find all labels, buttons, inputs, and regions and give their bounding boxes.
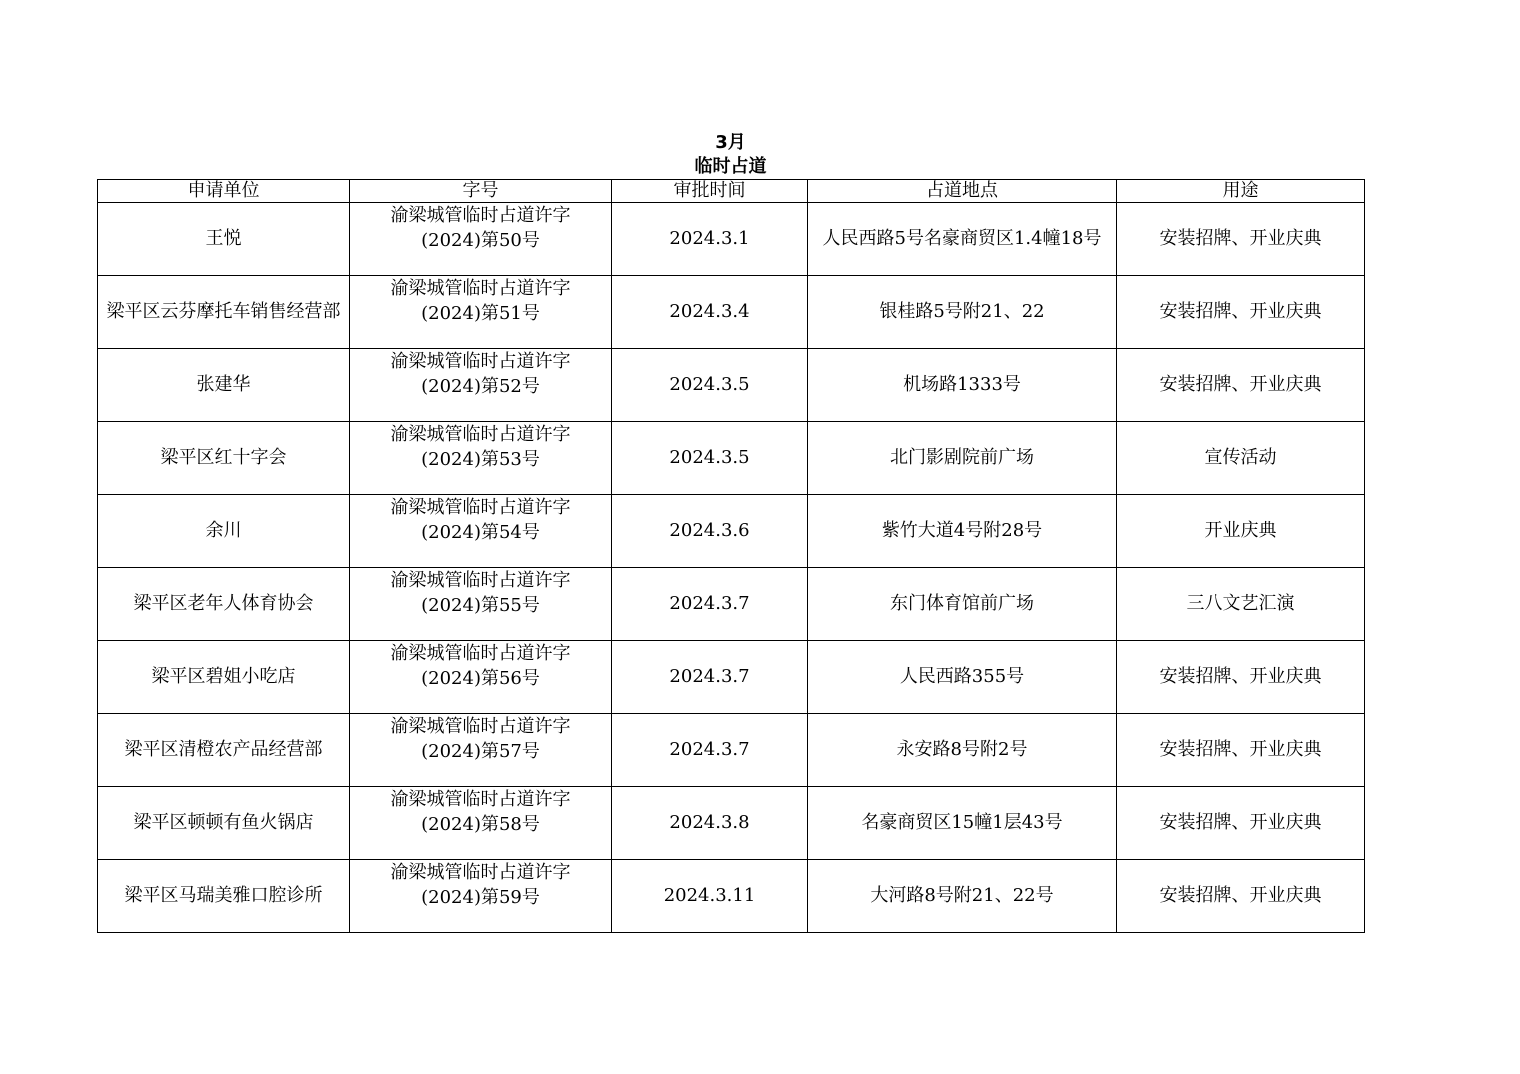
location-cell: 东门体育馆前广场 (808, 568, 1117, 641)
table-row (98, 787, 1365, 860)
approval-date-cell: 2024.3.6 (612, 495, 808, 568)
table-row (98, 568, 1365, 641)
permit-number-serial: (2024)第57号 (421, 741, 540, 762)
permit-number-cell (350, 641, 612, 714)
applicant-cell: 梁平区老年人体育协会 (98, 568, 350, 641)
table-header-row (98, 180, 1365, 203)
location-cell: 人民西路5号名豪商贸区1.4幢18号 (808, 203, 1117, 276)
permit-number-prefix: 渝梁城管临时占道许字 (390, 862, 571, 883)
permit-number-prefix: 渝梁城管临时占道许字 (390, 570, 571, 591)
approval-date-cell: 2024.3.5 (612, 349, 808, 422)
table-row (98, 203, 1365, 276)
permit-number-serial: (2024)第55号 (421, 595, 540, 616)
column-header-location: 占道地点 (808, 180, 1117, 203)
permit-table (97, 179, 1365, 933)
permit-number-prefix: 渝梁城管临时占道许字 (390, 643, 571, 664)
applicant-cell: 梁平区碧姐小吃店 (98, 641, 350, 714)
applicant-cell: 余川 (98, 495, 350, 568)
table-row (98, 276, 1365, 349)
column-header-permit-number: 字号 (350, 180, 612, 203)
location-cell: 大河路8号附21、22号 (808, 860, 1117, 933)
applicant-cell: 梁平区顿顿有鱼火锅店 (98, 787, 350, 860)
applicant-cell: 梁平区清橙农产品经营部 (98, 714, 350, 787)
location-cell: 永安路8号附2号 (808, 714, 1117, 787)
location-cell: 机场路1333号 (808, 349, 1117, 422)
table-row (98, 714, 1365, 787)
location-cell: 名豪商贸区15幢1层43号 (808, 787, 1117, 860)
permit-number-serial: (2024)第51号 (421, 303, 540, 324)
permit-number-cell (350, 203, 612, 276)
permit-number-serial: (2024)第53号 (421, 449, 540, 470)
column-header-applicant: 申请单位 (98, 180, 350, 203)
approval-date-cell: 2024.3.5 (612, 422, 808, 495)
location-cell: 人民西路355号 (808, 641, 1117, 714)
purpose-cell: 安装招牌、开业庆典 (1117, 787, 1365, 860)
applicant-cell: 王悦 (98, 203, 350, 276)
permit-number-prefix: 渝梁城管临时占道许字 (390, 351, 571, 372)
permit-number-cell (350, 495, 612, 568)
column-header-approval-date: 审批时间 (612, 180, 808, 203)
approval-date-cell: 2024.3.7 (612, 714, 808, 787)
purpose-cell: 安装招牌、开业庆典 (1117, 860, 1365, 933)
month-heading: 3月 (715, 132, 746, 153)
applicant-cell: 梁平区云芬摩托车销售经营部 (98, 276, 350, 349)
permit-number-serial: (2024)第59号 (421, 887, 540, 908)
applicant-cell: 梁平区马瑞美雅口腔诊所 (98, 860, 350, 933)
permit-number-cell (350, 714, 612, 787)
approval-date-cell: 2024.3.7 (612, 641, 808, 714)
permit-number-serial: (2024)第50号 (421, 230, 540, 251)
approval-date-cell: 2024.3.7 (612, 568, 808, 641)
permit-number-prefix: 渝梁城管临时占道许字 (390, 424, 571, 445)
purpose-cell: 安装招牌、开业庆典 (1117, 203, 1365, 276)
permit-number-prefix: 渝梁城管临时占道许字 (390, 278, 571, 299)
approval-date-cell: 2024.3.8 (612, 787, 808, 860)
purpose-cell: 安装招牌、开业庆典 (1117, 714, 1365, 787)
page-title: 临时占道 (694, 156, 767, 177)
applicant-cell: 梁平区红十字会 (98, 422, 350, 495)
permit-number-cell (350, 860, 612, 933)
permit-number-prefix: 渝梁城管临时占道许字 (390, 789, 571, 810)
purpose-cell: 安装招牌、开业庆典 (1117, 276, 1365, 349)
table-row (98, 349, 1365, 422)
purpose-cell: 开业庆典 (1117, 495, 1365, 568)
approval-date-cell: 2024.3.4 (612, 276, 808, 349)
table-row (98, 422, 1365, 495)
permit-number-cell (350, 787, 612, 860)
permit-number-prefix: 渝梁城管临时占道许字 (390, 497, 571, 518)
permit-number-cell (350, 349, 612, 422)
approval-date-cell: 2024.3.11 (612, 860, 808, 933)
purpose-cell: 安装招牌、开业庆典 (1117, 641, 1365, 714)
purpose-cell: 宣传活动 (1117, 422, 1365, 495)
permit-number-cell (350, 568, 612, 641)
permit-number-cell (350, 422, 612, 495)
table-row (98, 495, 1365, 568)
location-cell: 紫竹大道4号附28号 (808, 495, 1117, 568)
location-cell: 银桂路5号附21、22 (808, 276, 1117, 349)
permit-number-serial: (2024)第52号 (421, 376, 540, 397)
permit-number-serial: (2024)第58号 (421, 814, 540, 835)
purpose-cell: 三八文艺汇演 (1117, 568, 1365, 641)
permit-number-serial: (2024)第56号 (421, 668, 540, 689)
permit-number-serial: (2024)第54号 (421, 522, 540, 543)
table-row (98, 860, 1365, 933)
applicant-cell: 张建华 (98, 349, 350, 422)
location-cell: 北门影剧院前广场 (808, 422, 1117, 495)
table-row (98, 641, 1365, 714)
permit-number-cell (350, 276, 612, 349)
permit-number-prefix: 渝梁城管临时占道许字 (390, 205, 571, 226)
permit-number-prefix: 渝梁城管临时占道许字 (390, 716, 571, 737)
approval-date-cell: 2024.3.1 (612, 203, 808, 276)
purpose-cell: 安装招牌、开业庆典 (1117, 349, 1365, 422)
column-header-purpose: 用途 (1117, 180, 1365, 203)
